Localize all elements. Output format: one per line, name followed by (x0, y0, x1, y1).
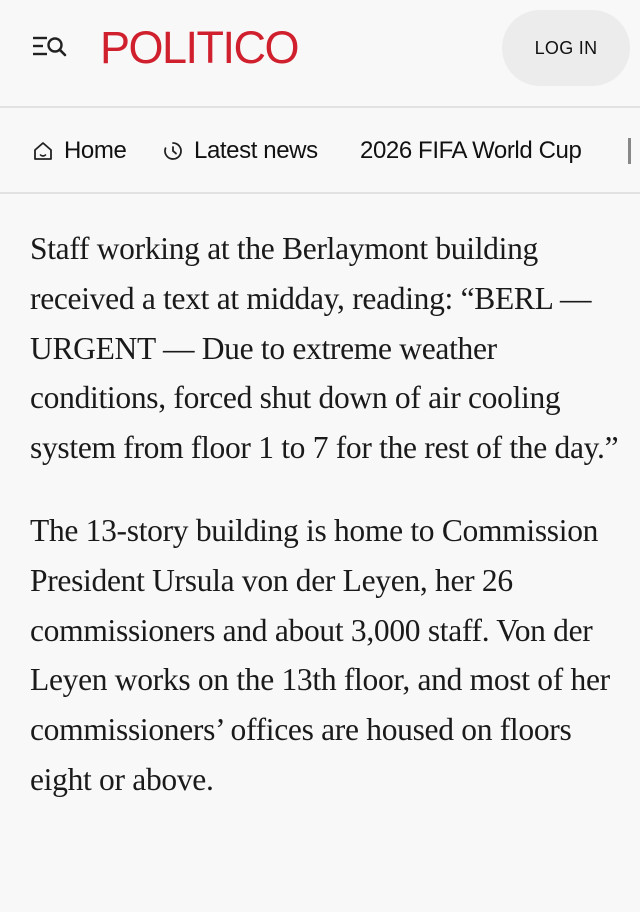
clock-icon (162, 140, 184, 162)
nav-divider (0, 192, 640, 194)
site-header (0, 0, 640, 106)
nav-item-label: 2026 FIFA World Cup (360, 137, 582, 164)
nav-item-home[interactable] (32, 136, 126, 166)
article-paragraph: The 13-story building is home to Commission President Ursula von der Leyen, her 26 commissioners and about 3,000 staff. Von der Leyen works on the 13th floor, and most of her commissioners’ offices are housed on floors eight or above. (30, 512, 610, 797)
menu-search-icon (30, 34, 70, 60)
nav-overflow-indicator (628, 138, 631, 164)
article-body (30, 224, 630, 805)
article-paragraph: Staff working at the Berlaymont building received a text at midday, reading: “BERL — URGENT — Due to extreme weather conditions, forced shut down of air cooling system from floor 1 to 7 for the rest of the day.” (30, 231, 619, 466)
home-icon (32, 140, 54, 162)
nav-item-label: Latest news (194, 137, 318, 164)
politico-logo[interactable]: POLITICO (100, 22, 299, 73)
nav-item-label: Home (64, 137, 127, 164)
menu-search-button[interactable] (30, 34, 70, 60)
nav-item-latest-news[interactable] (162, 136, 318, 166)
login-button[interactable]: LOG IN (502, 10, 630, 86)
section-nav (0, 108, 640, 192)
nav-item-world-cup[interactable] (360, 136, 581, 166)
